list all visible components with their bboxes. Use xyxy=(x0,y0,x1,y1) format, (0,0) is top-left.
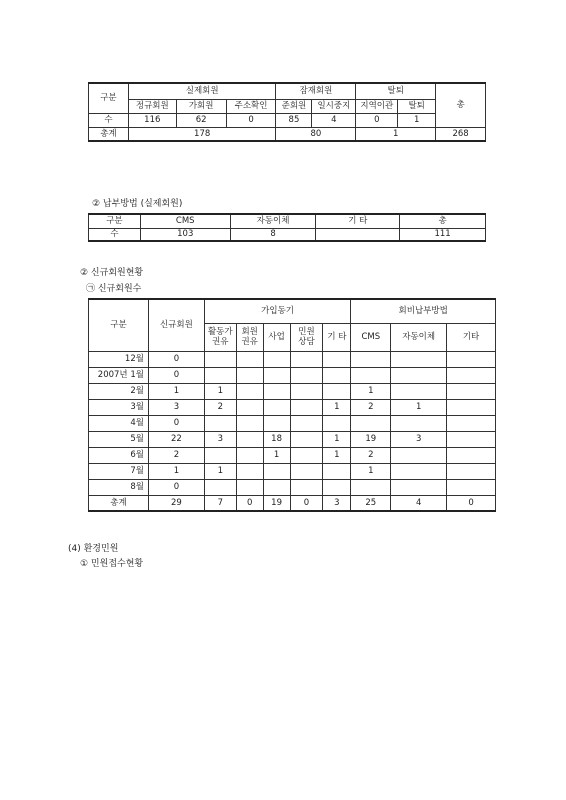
table-cell xyxy=(204,479,236,495)
header-join-motive: 가입동기 xyxy=(204,299,350,323)
row-label: 총계 xyxy=(89,127,129,141)
subheader: 활동가 권유 xyxy=(204,323,236,351)
header-total: 총 xyxy=(400,214,486,228)
table-cell xyxy=(290,367,323,383)
table-cell: 1 xyxy=(391,399,447,415)
cell: 116 xyxy=(128,113,176,127)
table-cell xyxy=(236,383,263,399)
new-member-table xyxy=(88,298,496,512)
header-fee-payment: 회비납부방법 xyxy=(351,299,496,323)
table-cell xyxy=(236,415,263,431)
subheader: 준회원 xyxy=(276,99,312,113)
table-cell xyxy=(236,431,263,447)
table-cell: 1 xyxy=(323,399,351,415)
table-cell xyxy=(323,463,351,479)
table-cell xyxy=(204,367,236,383)
table-cell: 7 xyxy=(204,495,236,511)
cell: 0 xyxy=(356,113,398,127)
table-cell: 3 xyxy=(148,399,204,415)
heading-env-complaints: (4) 환경민원 xyxy=(68,544,119,554)
header-new-members: 신규회원 xyxy=(148,299,204,351)
header-gubun: 구분 xyxy=(89,214,141,228)
table-cell xyxy=(263,415,290,431)
cell: 80 xyxy=(276,127,356,141)
table-cell xyxy=(447,383,496,399)
table-cell xyxy=(351,367,391,383)
table-row xyxy=(89,367,496,383)
table-cell: 1 xyxy=(323,447,351,463)
payment-method-table xyxy=(88,213,486,242)
table-cell xyxy=(447,447,496,463)
table-cell: 18 xyxy=(263,431,290,447)
table-cell xyxy=(290,479,323,495)
heading-payment-method: ② 납부방법 (실제회원) xyxy=(92,199,183,209)
heading-complaint-receipt: ① 민원접수현황 xyxy=(80,559,144,569)
heading-new-member-status: ② 신규회원현황 xyxy=(80,268,144,278)
cell: 1 xyxy=(398,113,436,127)
table-cell: 1 xyxy=(263,447,290,463)
table-cell xyxy=(447,367,496,383)
row-label: 5월 xyxy=(89,431,149,447)
header-regular-members: 실제회원 xyxy=(128,83,276,99)
subheader: 주소확인 xyxy=(226,99,276,113)
header-cms: CMS xyxy=(140,214,230,228)
table-cell xyxy=(290,431,323,447)
cell: 111 xyxy=(400,228,486,241)
table-cell: 0 xyxy=(290,495,323,511)
subheader: 기타 xyxy=(447,323,496,351)
table-cell xyxy=(204,351,236,367)
cell: 4 xyxy=(312,113,356,127)
table-cell xyxy=(236,399,263,415)
table-cell xyxy=(391,447,447,463)
subheader: 탈퇴 xyxy=(398,99,436,113)
heading-new-member-count: ㉠ 신규회원수 xyxy=(86,284,142,294)
table-cell xyxy=(236,479,263,495)
table-cell xyxy=(236,351,263,367)
table-cell: 1 xyxy=(204,383,236,399)
table-row xyxy=(89,479,496,495)
subheader: 가회원 xyxy=(176,99,226,113)
row-label: 7월 xyxy=(89,463,149,479)
table-cell xyxy=(323,351,351,367)
table-row xyxy=(89,399,496,415)
table-cell xyxy=(323,383,351,399)
cell xyxy=(316,228,400,241)
row-label: 수 xyxy=(89,113,129,127)
table-cell xyxy=(447,351,496,367)
table-cell xyxy=(323,367,351,383)
table-cell xyxy=(351,351,391,367)
table-cell xyxy=(290,399,323,415)
table-cell: 2 xyxy=(204,399,236,415)
table-cell: 3 xyxy=(391,431,447,447)
table-cell: 4 xyxy=(391,495,447,511)
table-cell: 0 xyxy=(236,495,263,511)
table-cell: 3 xyxy=(204,431,236,447)
subheader: 정규회원 xyxy=(128,99,176,113)
table-cell xyxy=(290,383,323,399)
table-cell: 19 xyxy=(263,495,290,511)
subheader: 사업 xyxy=(263,323,290,351)
cell: 62 xyxy=(176,113,226,127)
subheader: 자동이체 xyxy=(391,323,447,351)
table-cell: 2 xyxy=(351,447,391,463)
table-cell: 0 xyxy=(148,415,204,431)
subheader: 민원 상담 xyxy=(290,323,323,351)
table-row xyxy=(89,431,496,447)
table-cell xyxy=(263,383,290,399)
table-cell xyxy=(204,415,236,431)
table-row xyxy=(89,463,496,479)
table-cell xyxy=(236,367,263,383)
table-cell xyxy=(204,447,236,463)
cell: 103 xyxy=(140,228,230,241)
header-withdrawn: 탈퇴 xyxy=(356,83,436,99)
table-cell: 1 xyxy=(351,383,391,399)
row-label: 수 xyxy=(89,228,141,241)
cell: 0 xyxy=(226,113,276,127)
table-cell xyxy=(236,447,263,463)
row-label: 2월 xyxy=(89,383,149,399)
table-cell: 3 xyxy=(323,495,351,511)
table-cell: 0 xyxy=(148,351,204,367)
header-other: 기 타 xyxy=(316,214,400,228)
header-gubun: 구분 xyxy=(89,83,129,113)
table-row xyxy=(89,447,496,463)
table-cell xyxy=(236,463,263,479)
subheader: 일시중지 xyxy=(312,99,356,113)
table-cell: 0 xyxy=(148,367,204,383)
table-cell: 2 xyxy=(148,447,204,463)
table-cell: 19 xyxy=(351,431,391,447)
row-label: 총계 xyxy=(89,495,149,511)
cell: 8 xyxy=(230,228,316,241)
cell: 85 xyxy=(276,113,312,127)
table-cell xyxy=(290,351,323,367)
table-cell: 29 xyxy=(148,495,204,511)
row-label: 12월 xyxy=(89,351,149,367)
row-label: 8월 xyxy=(89,479,149,495)
table-cell xyxy=(391,463,447,479)
subheader: CMS xyxy=(351,323,391,351)
table-cell xyxy=(391,351,447,367)
header-total: 총 xyxy=(436,83,486,127)
table-cell xyxy=(263,479,290,495)
header-gubun: 구분 xyxy=(89,299,149,351)
total-value: 268 xyxy=(436,127,486,141)
row-label: 6월 xyxy=(89,447,149,463)
table-row xyxy=(89,495,496,511)
table-cell xyxy=(447,415,496,431)
table-cell xyxy=(391,383,447,399)
member-status-table xyxy=(88,82,486,142)
table-cell xyxy=(263,463,290,479)
table-cell xyxy=(290,447,323,463)
table-cell xyxy=(447,479,496,495)
row-label: 3월 xyxy=(89,399,149,415)
table-row xyxy=(89,351,496,367)
table-cell: 1 xyxy=(323,431,351,447)
table-cell xyxy=(351,479,391,495)
header-auto-transfer: 자동이체 xyxy=(230,214,316,228)
table-cell: 25 xyxy=(351,495,391,511)
table-cell xyxy=(351,415,391,431)
table-cell xyxy=(447,463,496,479)
table-cell xyxy=(263,367,290,383)
table-cell: 1 xyxy=(148,463,204,479)
header-potential-members: 잠재회원 xyxy=(276,83,356,99)
table-cell: 1 xyxy=(351,463,391,479)
table-cell xyxy=(447,399,496,415)
table-cell: 2 xyxy=(351,399,391,415)
table-cell: 1 xyxy=(204,463,236,479)
cell: 178 xyxy=(128,127,276,141)
cell: 1 xyxy=(356,127,436,141)
row-label: 2007년 1월 xyxy=(89,367,149,383)
table-row xyxy=(89,415,496,431)
table-cell: 1 xyxy=(148,383,204,399)
table-cell: 0 xyxy=(447,495,496,511)
subheader: 지역이관 xyxy=(356,99,398,113)
table-cell xyxy=(290,463,323,479)
table-cell xyxy=(391,479,447,495)
table-cell xyxy=(391,415,447,431)
table-row xyxy=(89,383,496,399)
table-cell xyxy=(447,431,496,447)
table-cell xyxy=(391,367,447,383)
table-cell xyxy=(263,399,290,415)
subheader: 회원 권유 xyxy=(236,323,263,351)
table-cell xyxy=(323,479,351,495)
table-cell xyxy=(290,415,323,431)
table-cell: 0 xyxy=(148,479,204,495)
table-cell xyxy=(263,351,290,367)
row-label: 4월 xyxy=(89,415,149,431)
table-cell xyxy=(323,415,351,431)
table-cell: 22 xyxy=(148,431,204,447)
subheader: 기 타 xyxy=(323,323,351,351)
